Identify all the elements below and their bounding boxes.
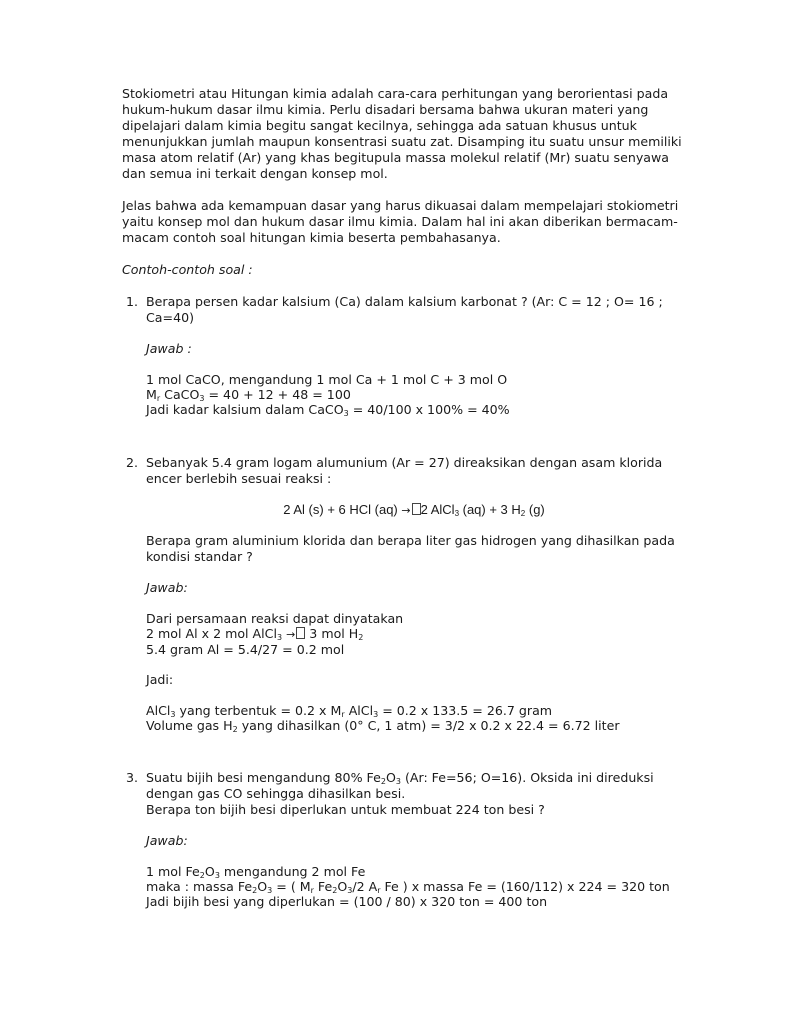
solution-line: AlCl$_3$ yang terbentuk = 0.2 x $M_r$ AlCl$_3$ = 0.2 x 133.5 = 26.7 gram bbox=[146, 703, 553, 719]
intro-paragraph-2: Jelas bahwa ada kemampuan dasar yang harus dikuasai dalam mempelajari stokiometri yaitu konsep mol dan hukum dasar ilmu kimia. Dalam hal ini akan diberikan bermacam-macam contoh soal hitungan kimia beserta pembahasanya. bbox=[122, 198, 679, 245]
arrow-icon: → bbox=[401, 504, 411, 517]
solution-line: 1 mol CaCO, mengandung 1 mol Ca + 1 mol C + 3 mol O bbox=[146, 372, 508, 387]
question-number: 1. bbox=[126, 294, 139, 309]
solution-line: Jadi bijih besi yang diperlukan = (100 / 80) x 320 ton = 400 ton bbox=[146, 894, 548, 909]
intro-paragraph-1: Stokiometri atau Hitungan kimia adalah cara-cara perhitungan yang berorientasi pada hukum-hukum dasar ilmu kimia. Perlu disadari bersama bahwa ukuran materi yang dipelajari dalam kimia begitu sangat kecilnya, sehingga ada satuan khusus untuk menunjukkan jumlah maupun konsentrasi suatu zat. Disamping itu suatu unsur memiliki masa atom relatif (Ar) yang khas begitupula massa molekul relatif (Mr) suatu senyawa dan semua ini terkait dengan konsep mol. bbox=[122, 86, 682, 181]
question-text: dengan gas CO sehingga dihasilkan besi. bbox=[146, 786, 406, 801]
question-text: Suatu bijih besi mengandung 80% $Fe_2O_3$ (Ar: Fe=56; O=16). Oksida ini direduksi bbox=[146, 770, 654, 786]
solution-line: 1 mol $Fe_2O_3$ mengandung 2 mol Fe bbox=[146, 864, 366, 880]
question-number: 3. bbox=[126, 770, 139, 785]
question-number: 2. bbox=[126, 455, 139, 470]
question-1 bbox=[122, 294, 682, 417]
examples-heading: Contoh-contoh soal : bbox=[122, 262, 253, 277]
question-text: Berapa gram aluminium klorida dan berapa liter gas hidrogen yang dihasilkan pada kondisi standar ? bbox=[146, 533, 675, 564]
solution-line: 5.4 gram Al = 5.4/27 = 0.2 mol bbox=[146, 642, 345, 657]
answer-label: Jawab : bbox=[146, 341, 192, 356]
question-2 bbox=[122, 455, 682, 733]
arrow-icon: → bbox=[286, 628, 296, 641]
solution-line: Volume gas $H_2$ yang dihasilkan (0° C, 1 atm) = 3/2 x 0.2 x 22.4 = 6.72 liter bbox=[146, 718, 620, 734]
reaction-equation: 2 Al (s) + 6 HCl (aq) → 2 AlCl$_3$ (aq) + 3 $H_2$ (g) bbox=[283, 502, 545, 518]
question-text: Sebanyak 5.4 gram logam alumunium (Ar = 27) direaksikan dengan asam klorida encer berlebih sesuai reaksi : bbox=[146, 455, 663, 486]
solution-line: maka : massa $Fe_2O_3$ = ( $M_r$ $Fe_2O_3/2$ $A_r$ Fe ) x massa Fe = (160/112) x 224 = 320 ton bbox=[146, 879, 670, 895]
answer-label: Jawab: bbox=[146, 580, 188, 595]
question-3 bbox=[122, 770, 682, 909]
solution-line: Dari persamaan reaksi dapat dinyatakan bbox=[146, 611, 404, 626]
solution-line: 2 mol Al x 2 mol AlCl$_3$ → 3 mol $H_2$ bbox=[146, 626, 364, 642]
solution-line: Jadi kadar kalsium dalam CaCO$_3$ = 40/100 x 100% = 40% bbox=[146, 402, 510, 418]
document-page bbox=[122, 86, 682, 909]
conclusion-label: Jadi: bbox=[146, 672, 174, 687]
solution-line: $M_r$ CaCO$_3$ = 40 + 12 + 48 = 100 bbox=[146, 387, 351, 403]
answer-label: Jawab: bbox=[146, 833, 188, 848]
question-text: Berapa ton bijih besi diperlukan untuk membuat 224 ton besi ? bbox=[146, 802, 545, 817]
question-text: Berapa persen kadar kalsium (Ca) dalam kalsium karbonat ? (Ar: C = 12 ; O= 16 ; Ca=40) bbox=[146, 294, 663, 325]
